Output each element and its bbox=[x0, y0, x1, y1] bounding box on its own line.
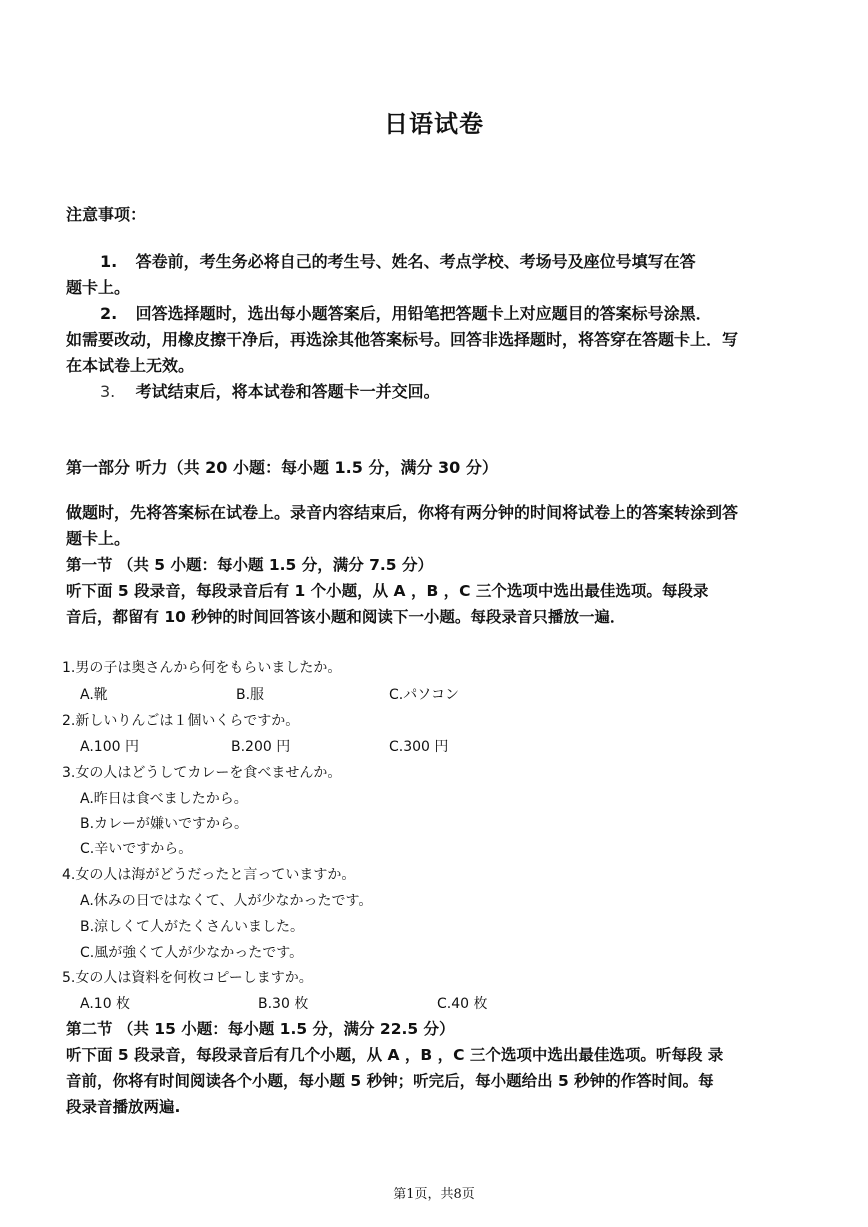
notice-item-3-number: 3. bbox=[100, 382, 116, 401]
section2-heading: 第二节 （共 15 小题：每小题 1.5 分，满分 22.5 分） bbox=[66, 1020, 455, 1038]
notice-item-1 bbox=[66, 249, 798, 275]
notice-item-1-continuation: 题卡上。 bbox=[66, 278, 131, 297]
notice-item-3 bbox=[66, 379, 798, 405]
question-4: 4.女の人は海がどうだったと言っていますか。 bbox=[62, 867, 356, 883]
notice-list bbox=[66, 249, 798, 405]
section2-instruction: 段录音播放两遍. bbox=[66, 1098, 181, 1116]
section1-block bbox=[66, 552, 806, 630]
section1-heading: 第一节 （共 5 小题：每小题 1.5 分，满分 7.5 分） bbox=[66, 556, 433, 574]
question-3-option-a: A.昨日は食べましたから。 bbox=[80, 791, 248, 807]
question-5-option-a: A.10 枚 bbox=[80, 996, 131, 1012]
question-3: 3.女の人はどうしてカレーを食べませんか。 bbox=[62, 765, 342, 781]
notice-item-2-continuation: 如需要改动，用橡皮擦干净后，再选涂其他答案标号。回答非选择题时，将答穿在答题卡上．写 bbox=[66, 330, 739, 349]
notice-heading: 注意事项： bbox=[66, 205, 147, 224]
part1-intro-line: 题卡上。 bbox=[66, 529, 131, 548]
notice-item-1-number: 1. bbox=[100, 252, 118, 271]
question-3-option-b: B.カレーが嫌いですから。 bbox=[80, 816, 249, 832]
part1-intro bbox=[66, 500, 806, 552]
question-5-option-b: B.30 枚 bbox=[258, 996, 309, 1012]
question-5-option-c: C.40 枚 bbox=[437, 996, 488, 1012]
question-4-option-a: A.休みの日ではなくて、人が少なかったです。 bbox=[80, 893, 373, 909]
part1-heading: 第一部分 听力（共 20 小题：每小题 1.5 分，满分 30 分） bbox=[66, 458, 498, 477]
page-number-footer: 第1页，共8页 bbox=[393, 1187, 475, 1202]
question-2-option-c: C.300 円 bbox=[389, 739, 449, 755]
question-1-option-c: C.パソコン bbox=[389, 687, 459, 703]
question-3-option-c: C.辛いですから。 bbox=[80, 841, 193, 857]
question-4-option-c: C.風が強くて人が少なかったです。 bbox=[80, 945, 304, 961]
question-1-option-b: B.服 bbox=[236, 687, 265, 703]
section2-block bbox=[66, 1016, 806, 1120]
section1-instruction: 音后，都留有 10 秒钟的时间回答该小题和阅读下一小题。每段录音只播放一遍． bbox=[66, 608, 626, 626]
part1-intro-line: 做题时，先将答案标在试卷上。录音内容结束后，你将有两分钟的时间将试卷上的答案转涂到答 bbox=[66, 503, 739, 522]
notice-item-2-text: 回答选择题时，选出每小题答案后，用铅笔把答题卡上对应题目的答案标号涂黑． bbox=[135, 304, 712, 323]
question-4-option-b: B.涼しくて人がたくさんいました。 bbox=[80, 919, 305, 935]
notice-item-2-continuation-2: 在本试卷上无效。 bbox=[66, 356, 195, 375]
question-2-option-b: B.200 円 bbox=[231, 739, 291, 755]
question-5: 5.女の人は資料を何枚コピーしますか。 bbox=[62, 970, 313, 986]
notice-item-3-text: 考试结束后，将本试卷和答题卡一并交回。 bbox=[135, 382, 440, 401]
question-1: 1.男の子は奥さんから何をもらいましたか。 bbox=[62, 660, 342, 676]
exam-title: 日语试卷 bbox=[384, 109, 484, 138]
section2-instruction: 音前，你将有时间阅读各个小题，每小题 5 秒钟；听完后，每小题给出 5 秒钟的作答时间。每 bbox=[66, 1072, 714, 1090]
notice-item-1-text: 答卷前，考生务必将自己的考生号、姓名、考点学校、考场号及座位号填写在答 bbox=[135, 252, 696, 271]
question-2: 2.新しいりんごは１個いくらですか。 bbox=[62, 713, 300, 729]
notice-item-2-number: 2. bbox=[100, 304, 118, 323]
notice-item-2 bbox=[66, 301, 798, 327]
section2-instruction: 听下面 5 段录音，每段录音后有几个小题，从 A ，B ，C 三个选项中选出最佳选项。听每段 录 bbox=[66, 1046, 724, 1064]
question-1-option-a: A.靴 bbox=[80, 687, 108, 703]
section1-instruction: 听下面 5 段录音，每段录音后有 1 个小题，从 A ，B ，C 三个选项中选出最佳选项。每段录 bbox=[66, 582, 709, 600]
question-2-option-a: A.100 円 bbox=[80, 739, 139, 755]
